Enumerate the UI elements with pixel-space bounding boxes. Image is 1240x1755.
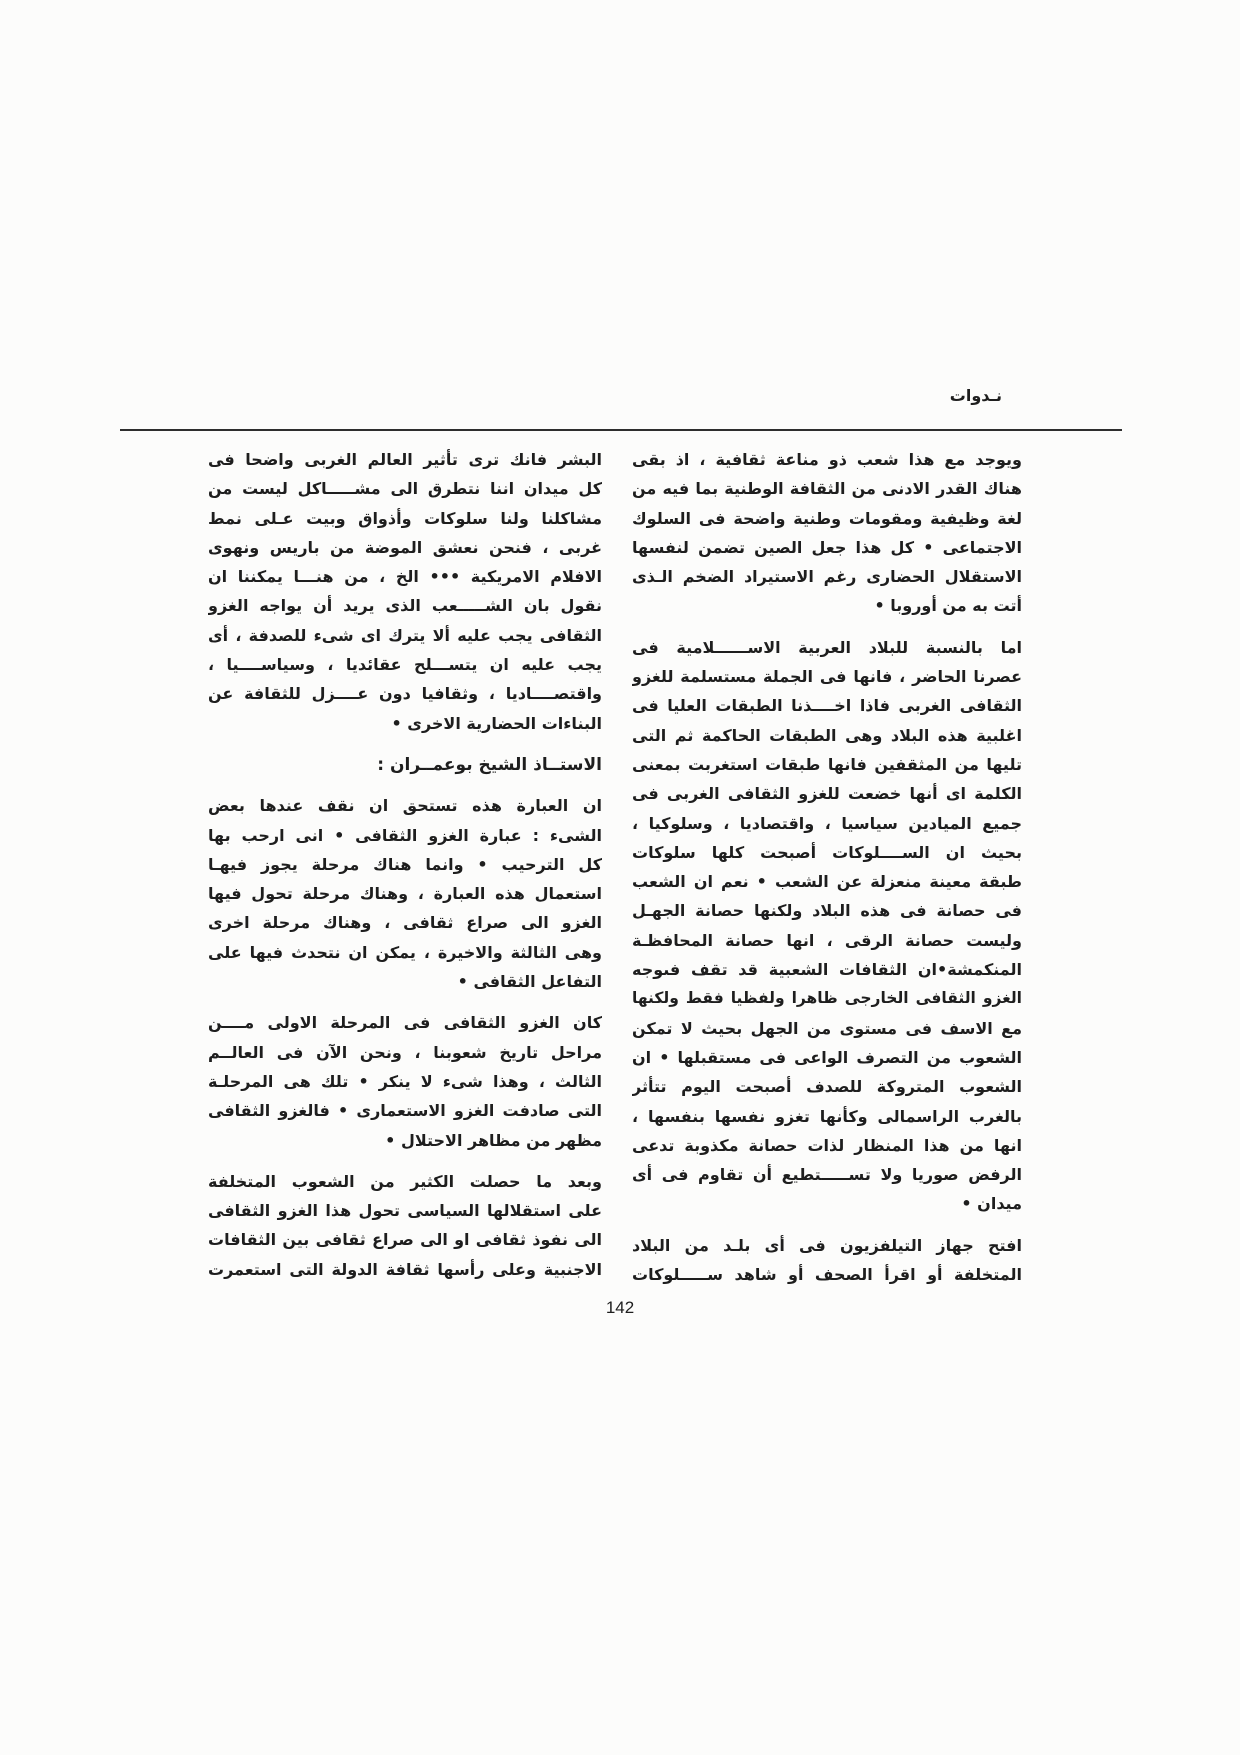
- right-column: [632, 445, 1022, 1289]
- text-line: واقتصــــاديا ، وثقافيا دون عــــزل للثقافة عن: [208, 684, 602, 704]
- text-line: كل الترحيب • وانما هناك مرحلة يجوز فيهـا: [208, 854, 602, 874]
- paragraph: [632, 445, 1022, 621]
- text-line: الشعوب المتروكة للصدف أصبحت اليوم تتأثر: [632, 1077, 1022, 1097]
- text-line: غربى ، فنحن نعشق الموضة من باريس ونهوى: [208, 537, 602, 557]
- text-line: مظهر من مظاهر الاحتلال •: [385, 1130, 602, 1150]
- text-line: ويوجد مع هذا شعب ذو مناعة ثقافية ، اذ بقى: [632, 450, 1022, 469]
- text-line: كان الغزو الثقافى فى المرحلة الاولى مــــن: [208, 1013, 602, 1033]
- text-line: انها من هذا المنظار لذات حصانة مكذوبة تدعى: [632, 1135, 1022, 1155]
- text-line: الشىء : عبارة الغزو الثقافى • انى ارحب بها: [208, 825, 602, 845]
- text-line: جميع الميادين سياسيا ، واقتصاديا ، وسلوكيا ،: [632, 813, 1022, 833]
- text-line: بحيث ان الســــلوكات أصبحت كلها سلوكات: [632, 842, 1022, 862]
- paragraph: [208, 1008, 602, 1154]
- text-line: ان العبارة هذه تستحق ان نقف عندها بعض: [208, 796, 602, 816]
- section-title: نـدوات: [949, 386, 1002, 405]
- text-line: كل ميدان اننا نتطرق الى مشـــــاكل ليست من: [208, 479, 602, 499]
- text-line: الغزو الى صراع ثقافى ، وهناك مرحلة اخرى: [208, 913, 602, 933]
- text-line: الثقافى الغربى فاذا اخــــذنا الطبقات العليا فى: [632, 696, 1022, 716]
- text-line: هناك القدر الادنى من الثقافة الوطنية بما فيه من: [632, 479, 1022, 499]
- text-line: مراحل تاريخ شعوبنا ، ونحن الآن فى العالــم: [208, 1042, 602, 1062]
- text-line: الاستقلال الحضارى رغم الاستيراد الضخم الـذى: [632, 567, 1022, 587]
- text-line: وهى الثالثة والاخيرة ، يمكن ان نتحدث فيها على: [208, 942, 602, 962]
- paragraph: [632, 1231, 1022, 1290]
- text-line: يجب عليه ان يتســـلح عقائديا ، وسياســــيا ،: [208, 655, 602, 675]
- text-line: الشعوب من التصرف الواعى فى مستقبلها • ان: [632, 1047, 1022, 1067]
- text-line: فى حصانة فى هذه البلاد ولكنها حصانة الجهـل: [632, 901, 1022, 921]
- text-line: على استقلالها السياسى تحول هذا الغزو الثقافى: [208, 1201, 602, 1221]
- text-line: وبعد ما حصلت الكثير من الشعوب المتخلفة: [208, 1171, 602, 1191]
- text-line: استعمال هذه العبارة ، وهناك مرحلة تحول فيها: [208, 884, 602, 904]
- text-line: تليها من المثقفين فانها طبقات استغربت بمعنى: [632, 754, 1022, 774]
- text-line: التى صادفت الغزو الاستعمارى • فالغزو الثقافى: [208, 1101, 602, 1121]
- text-line: لغة وظيفية ومقومات وطنية واضحة فى السلوك: [632, 508, 1022, 528]
- paragraph: [208, 791, 602, 996]
- header-rule: [120, 429, 1122, 431]
- text-line: الكلمة اى أنها خضعت للغزو الثقافى الغربى فى: [632, 784, 1022, 804]
- text-line: اغلبية هذه البلاد وهى الطبقات الحاكمة ثم التى: [632, 725, 1022, 745]
- text-line: الاجتماعى • كل هذا جعل الصين تضمن لنفسها: [632, 537, 1022, 557]
- text-line: الغزو الثقافى الخارجى ظاهرا ولفظيا فقط ولكنها: [632, 989, 1022, 1008]
- speaker-heading: الاستــاذ الشيخ بوعمــران :: [377, 754, 602, 775]
- text-line: الثالث ، وهذا شىء لا ينكر • تلك هى المرحلـة: [208, 1071, 602, 1091]
- text-line: بالغرب الراسمالى وكأنها تغزو نفسها بنفسها ،: [632, 1106, 1022, 1126]
- text-line: وليست حصانة الرقى ، انها حصانة المحافظـة: [632, 930, 1022, 950]
- text-line: عصرنا الحاضر ، فانها فى الجملة مستسلمة للغزو: [632, 667, 1022, 687]
- text-line: نقول بان الشـــــعب الذى يريد أن يواجه الغزو: [208, 596, 602, 616]
- text-line: مع الاسف فى مستوى من الجهل بحيث لا تمكن: [632, 1018, 1022, 1038]
- text-line: الرفض صوريا ولا تســـــتطيع أن تقاوم فى أى: [632, 1165, 1022, 1185]
- paragraph: [208, 1167, 602, 1284]
- paragraph: [632, 633, 1022, 1219]
- left-column: [208, 445, 602, 1284]
- page-number: 142: [605, 1298, 635, 1317]
- text-line: اما بالنسبة للبلاد العربية الاســــــلامية فى: [632, 637, 1022, 657]
- text-line: الى نفوذ ثقافى او الى صراع ثقافى بين الثقافات: [208, 1230, 602, 1250]
- text-line: افتح جهاز التيلفزيون فى أى بلـد من البلاد: [632, 1235, 1022, 1255]
- text-line: الاجنبية وعلى رأسها ثقافة الدولة التى استعمرت: [208, 1259, 602, 1279]
- text-line: ميدان •: [961, 1194, 1022, 1214]
- text-line: التفاعل الثقافى •: [457, 972, 602, 992]
- paragraph: [208, 445, 602, 738]
- text-line: الثقافى يجب عليه ألا يترك اى شىء للصدفة ، أى: [208, 625, 602, 645]
- text-line: مشاكلنا ولنا سلوكات وأذواق وبيت عـلى نمط: [208, 508, 602, 528]
- text-line: أتت به من أوروبا •: [874, 596, 1022, 616]
- text-line: المتخلفة أو اقرأ الصحف أو شاهد ســـــلوكات: [632, 1265, 1022, 1285]
- text-line: المنكمشة•ان الثقافات الشعبية قد تقف فىوجه: [632, 960, 1022, 980]
- text-line: طبقة معينة منعزلة عن الشعب • نعم ان الشعب: [632, 872, 1022, 892]
- text-line: البشر فانك ترى تأثير العالم الغربى واضحا فى: [208, 450, 602, 469]
- text-line: الافلام الامريكية ••• الخ ، من هنـــا يمكننا ان: [208, 567, 602, 587]
- text-line: البناءات الحضارية الاخرى •: [391, 713, 602, 733]
